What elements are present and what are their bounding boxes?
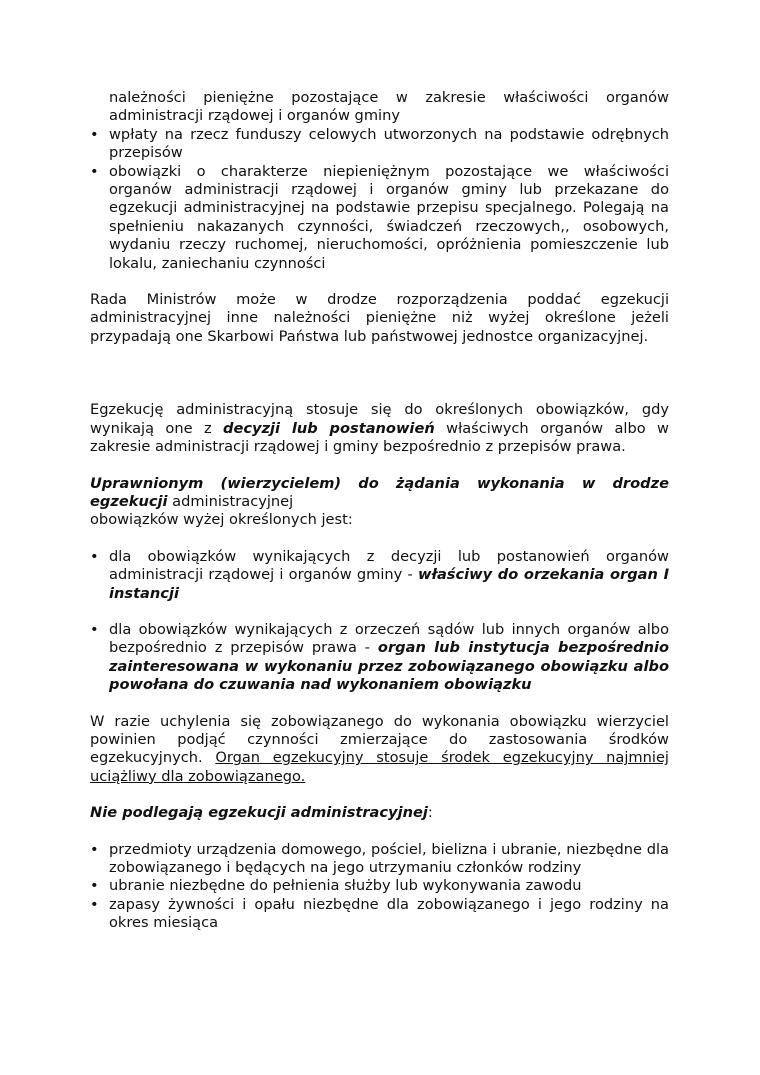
uprawnionym-paragraph: Uprawnionym (wierzycielem) do żądania wykonania w drodze egzekucji administracyjnej obowiązków wyżej określonych jest: — [90, 474, 669, 529]
nie-podlegaja-heading: Nie podlegają egzekucji administracyjnej: — [90, 804, 433, 822]
creditor-bullet-list — [90, 548, 669, 603]
rada-paragraph: Rada Ministrów może w drodze rozporządzenia poddać egzekucji administracyjnej inne należności pieniężne niż wyżej określone jeżeli przypadają one Skarbowi Państwa lub państwowej jednostce organizacyjnej. — [90, 291, 669, 345]
list-item: • dla obowiązków wynikających z orzeczeń sądów lub innych organów albo bezpośrednio z przepisów prawa - organ lub instytucja bezpośrednio zainteresowana w wykonaniu przez zobowiązanego obowiązku albo powołana do czuwania nad wykonaniem obowiązku — [90, 621, 669, 695]
list-item: • wpłaty na rzecz funduszy celowych utworzonych na podstawie odrębnych przepisów — [90, 126, 669, 163]
creditor-bullet-list-2 — [90, 621, 669, 695]
emphasis-decyzji: decyzji lub postanowień — [223, 419, 435, 437]
egzekucja-paragraph: Egzekucję administracyjną stosuje się do określonych obowiązków, gdy wynikają one z decyzji lub postanowień właściwych organów albo w zakresie administracji rządowej i gminy bezpośrednio z przepisów prawa. — [90, 401, 669, 456]
list-item: • ubranie niezbędne do pełnienia służby lub wykonywania zawodu — [90, 877, 669, 895]
uprawnionym-emphasis: Uprawnionym (wierzycielem) do żądania wykonania w drodze egzekucji — [90, 474, 669, 510]
list-item: • dla obowiązków wynikających z decyzji lub postanowień organów administracji rządowej i organów gminy - właściwy do orzekania organ I instancji — [90, 548, 669, 603]
list-item: • obowiązki o charakterze niepieniężnym pozostające we właściwości organów administracji rządowej i organów gminy lub przekazane do egzekucji administracyjnej na podstawie przepisu specjalnego. Polegają na spełnieniu nakazanych czynności, świadczeń rzeczowych,, osobowych, wydaniu rzeczy ruchomej, nieruchomości, opróżnienia pomieszczenie lub lokalu, zaniechaniu czynności — [90, 163, 669, 273]
top-bullet-list — [90, 126, 669, 273]
document-page — [90, 89, 669, 933]
razie-paragraph: W razie uchylenia się zobowiązanego do wykonania obowiązku wierzyciel powinien podjąć czynności zmierzające do zastosowania środków egzekucyjnych. Organ egzekucyjny stosuje środek egzekucyjny najmniej uciążliwy dla zobowiązanego. — [90, 712, 669, 785]
exempt-bullet-list — [90, 841, 669, 933]
list-item: • przedmioty urządzenia domowego, pościel, bielizna i ubranie, niezbędne dla zobowiązanego i będących na jego utrzymaniu członków rodziny — [90, 841, 669, 878]
intro-continuation: należności pieniężne pozostające w zakresie właściwości organów administracji rządowej i organów gminy — [109, 89, 669, 125]
underlined-sentence: Organ egzekucyjny stosuje środek egzekucyjny najmniej uciążliwy dla zobowiązanego. — [90, 749, 669, 785]
list-item: • zapasy żywności i opału niezbędne dla zobowiązanego i jego rodziny na okres miesiąca — [90, 896, 669, 933]
